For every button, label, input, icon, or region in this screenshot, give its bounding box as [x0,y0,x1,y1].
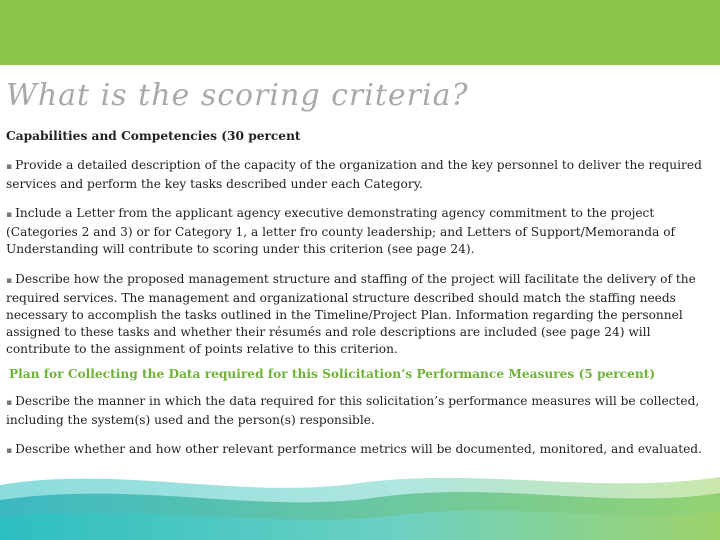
bullet-item: ▪ Include a Letter from the applicant agency executive demonstrating agency commitment to the project (Categories 2 and 3) or for Category 1, a letter fro county leadership; and Letters of Support/Memoranda of Understanding will contribute to scoring under this criterion (see page 24). [6,206,676,256]
bullet-item: ▪ Describe how the proposed management structure and staffing of the project will facilitate the delivery of the required services. The management and organizational structure described should match the staffing needs necessary to accomplish the tasks outlined in the Timeline/Project Plan. Information regarding the personnel assigned to these tasks and whether their résumés and role descriptions are included (see page 24) will contribute to the assignment of points relative to this criterion. [6,272,696,356]
section-heading-capabilities: Capabilities and Competencies (30 percent [6,129,301,143]
bullet-icon: ▪ [6,210,13,220]
decorative-wave-footer [0,455,720,540]
bullet-icon: ▪ [6,162,13,172]
top-banner [0,0,720,65]
slide-title: What is the scoring criteria? [6,78,469,113]
bullet-icon: ▪ [6,398,13,408]
bullet-item: ▪ Describe the manner in which the data required for this solicitation’s performance measures will be collected, including the system(s) used and the person(s) responsible. [6,394,700,427]
bullet-item: ▪ Describe whether and how other relevant performance metrics will be documented, monitored, and evaluated. [6,442,702,456]
bullet-icon: ▪ [6,446,13,456]
section-heading-data-plan: Plan for Collecting the Data required for this Solicitation’s Performance Measures (5 percent) [9,367,656,381]
bullet-icon: ▪ [6,276,13,286]
slide-content [6,128,712,460]
bullet-item: ▪ Provide a detailed description of the capacity of the organization and the key personnel to deliver the required services and perform the key tasks described under each Category. [6,158,702,191]
